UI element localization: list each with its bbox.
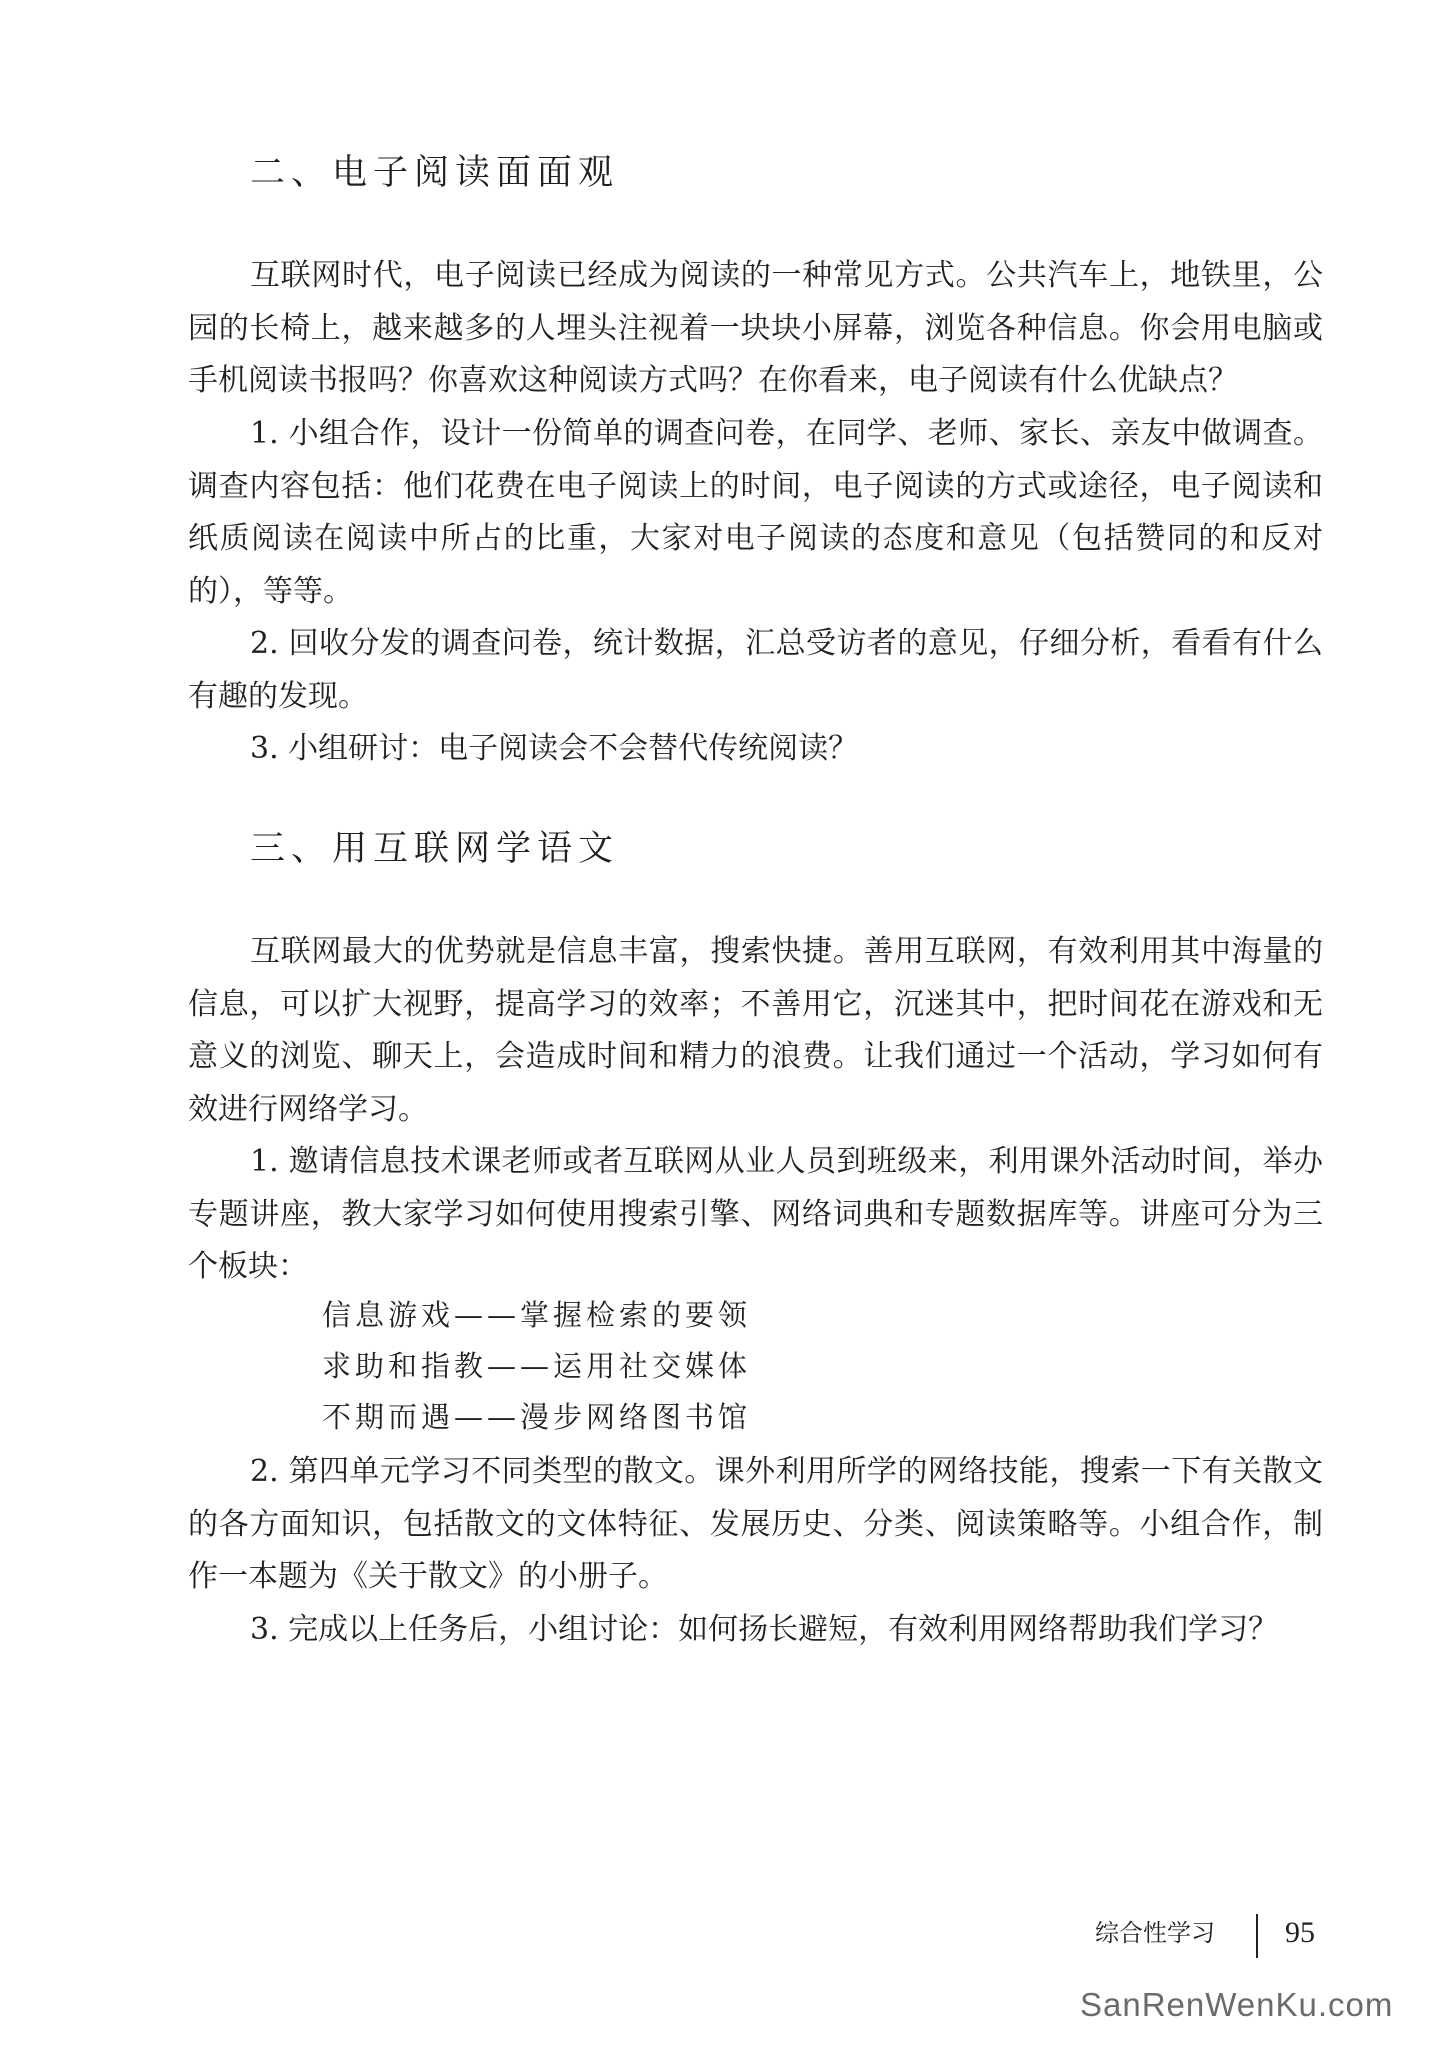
section-heading: 二、电子阅读面面观 — [250, 153, 620, 193]
list-item: 3. 小组研讨：电子阅读会不会替代传统阅读？ — [250, 731, 859, 766]
list-item: 1. 小组合作，设计一份简单的调查问卷，在同学、老师、家长、亲友中做调查。调查内容包括：他们花费在电子阅读上的时间，电子阅读的方式或途径，电子阅读和纸质阅读在阅读中所占的比重，大家对电子阅读的态度和意见（包括赞同的和反对的），等等。 — [188, 416, 1323, 609]
block-item: 不期而遇——漫步网络图书馆 — [322, 1400, 752, 1434]
section-heading: 三、用互联网学语文 — [250, 829, 620, 869]
paragraph-intro: 互联网最大的优势就是信息丰富，搜索快捷。善用互联网，有效利用其中海量的信息，可以扩大视野，提高学习的效率；不善用它，沉迷其中，把时间花在游戏和无意义的浏览、聊天上，会造成时间和精力的浪费。让我们通过一个活动，学习如何有效进行网络学习。 — [188, 934, 1323, 1127]
footer-section-label: 综合性学习 — [1095, 1920, 1215, 1947]
page-number: 95 — [1285, 1916, 1315, 1949]
list-item: 3. 完成以上任务后，小组讨论：如何扬长避短，有效利用网络帮助我们学习？ — [250, 1612, 1279, 1647]
footer-divider — [1256, 1914, 1258, 1958]
block-item: 求助和指教——运用社交媒体 — [322, 1349, 752, 1383]
list-item: 2. 第四单元学习不同类型的散文。课外利用所学的网络技能，搜索一下有关散文的各方面知识，包括散文的文体特征、发展历史、分类、阅读策略等。小组合作，制作一本题为《关于散文》的小册子。 — [188, 1454, 1323, 1595]
list-item: 2. 回收分发的调查问卷，统计数据，汇总受访者的意见，仔细分析，看看有什么有趣的发现。 — [188, 626, 1323, 714]
paragraph-intro: 互联网时代，电子阅读已经成为阅读的一种常见方式。公共汽车上，地铁里，公园的长椅上，越来越多的人埋头注视着一块块小屏幕，浏览各种信息。你会用电脑或手机阅读书报吗？你喜欢这种阅读方式吗？在你看来，电子阅读有什么优缺点？ — [188, 258, 1323, 399]
watermark: SanRenWenKu.com — [1080, 1986, 1394, 2023]
list-item: 1. 邀请信息技术课老师或者互联网从业人员到班级来，利用课外活动时间，举办专题讲座，教大家学习如何使用搜索引擎、网络词典和专题数据库等。讲座可分为三个板块： — [188, 1144, 1323, 1285]
block-item: 信息游戏——掌握检索的要领 — [322, 1298, 752, 1332]
